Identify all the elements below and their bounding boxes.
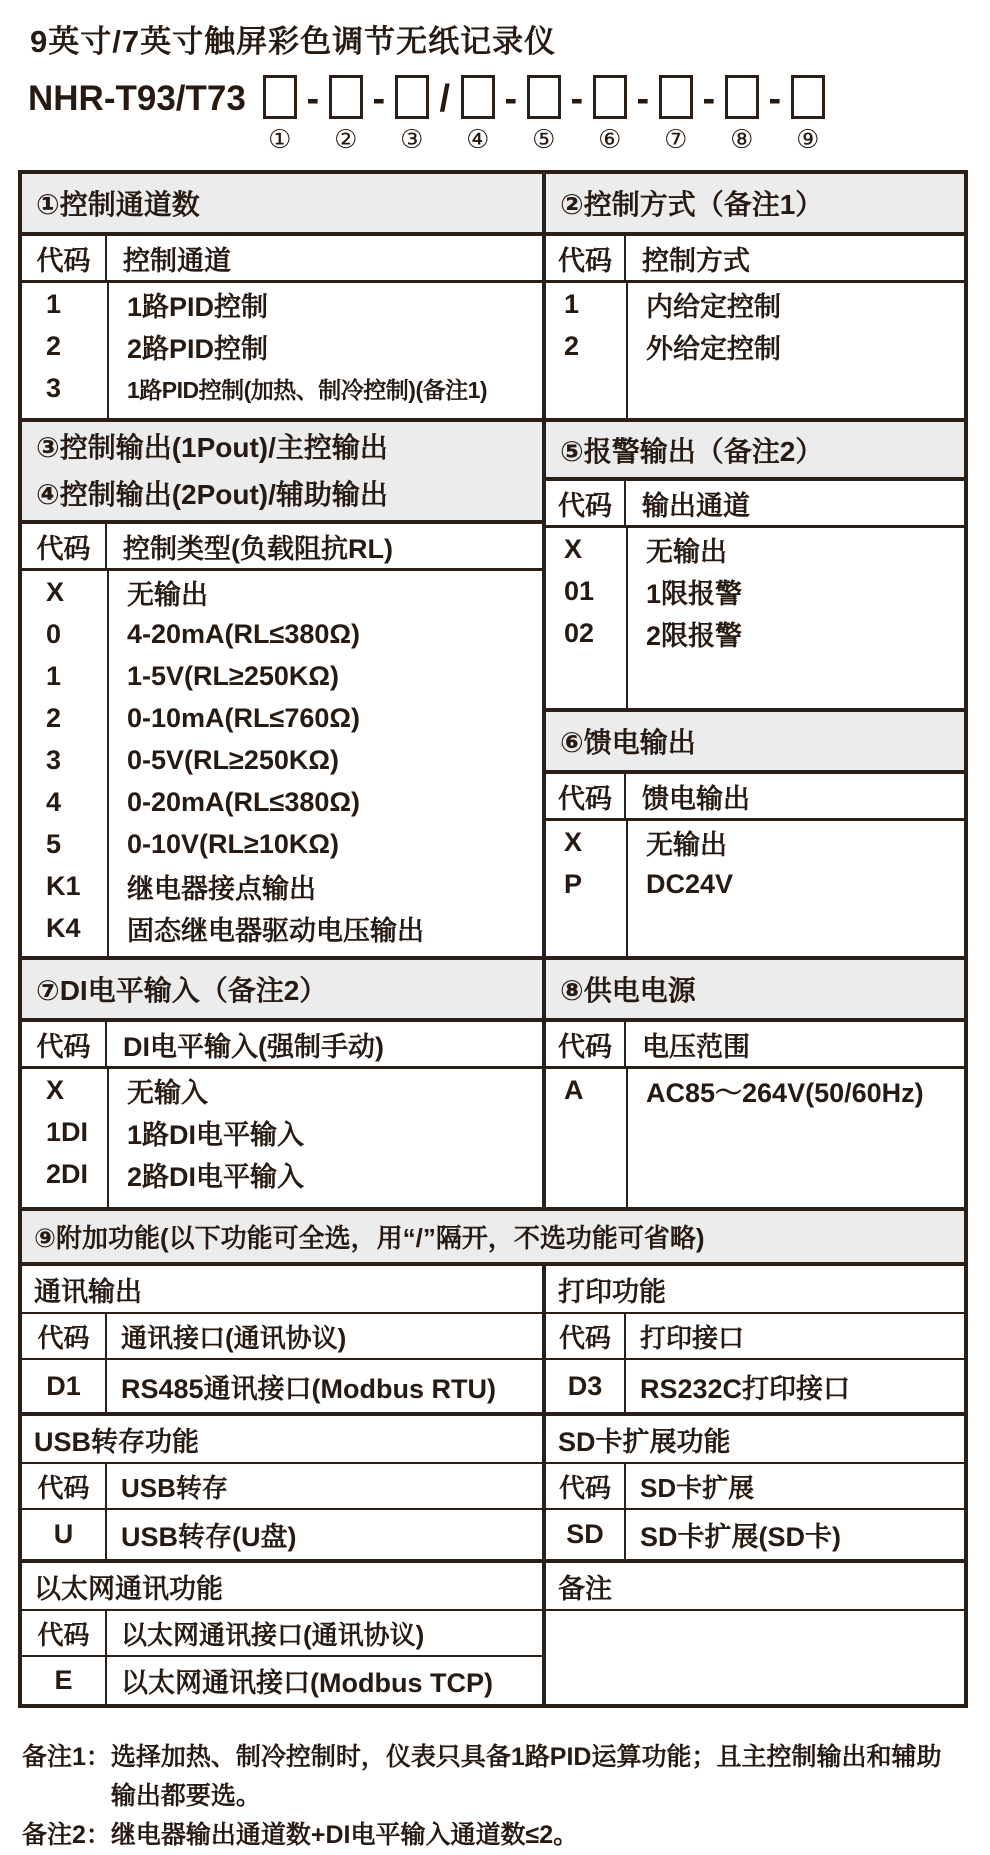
desc-cell: 无输出 [646,829,727,860]
code-cell: 1DI [46,1116,89,1147]
desc-cell: 1路PID控制 [127,291,269,322]
footnote-text: 继电器输出通道数+DI电平输入通道数≤2。 [110,1821,579,1849]
column-header-desc: 控制方式 [642,245,750,276]
block-sd-card [546,1416,964,1563]
code-cell: 4 [46,786,62,817]
model-slot [788,75,828,153]
desc-cell: 无输入 [127,1077,208,1108]
slot-separator: - [702,77,716,120]
desc-cell: 无输出 [646,536,727,567]
block-title: 备注 [546,1563,964,1611]
code-cell: 1 [46,660,62,691]
desc-cell: 1-5V(RL≥250KΩ) [127,660,340,691]
column-header-code: 代码 [22,1464,107,1508]
section-rows [546,821,964,956]
desc-cell: 2路DI电平输入 [127,1161,305,1192]
slot-separator: - [504,77,518,120]
code-cell: 3 [46,744,62,775]
column-header-code: 代码 [22,1022,107,1066]
model-code-box [395,75,429,119]
model-slot [458,75,498,153]
code-cell: 5 [46,828,62,859]
section-header: ①控制通道数 [22,174,542,236]
footnote [22,1816,950,1855]
desc-cell: 无输出 [127,579,208,610]
block-ethernet [22,1563,542,1704]
column-header-desc: 控制类型(负载阻抗RL) [123,533,393,564]
table-row [546,1360,964,1412]
code-cell: 1 [564,288,580,319]
section-di-input [22,960,542,1207]
footnotes [22,1738,950,1855]
code-cell: 01 [564,575,595,606]
column-header-code: 代码 [22,1611,107,1655]
section-control-mode [546,174,964,422]
section-header-line2: ④控制输出(2Pout)/辅助输出 [36,479,388,510]
section-header: ⑦DI电平输入（备注2） [22,960,542,1022]
column-header-desc: USB转存 [121,1472,228,1503]
column-header-code: 代码 [22,236,107,280]
desc-cell: 外给定控制 [646,333,781,364]
block-print-function [546,1266,964,1416]
section-rows [22,571,542,956]
desc-cell: 2限报警 [646,620,743,651]
model-slot [656,75,696,153]
desc-cell: 4-20mA(RL≤380Ω) [127,618,361,649]
model-code-box [593,75,627,119]
footnote-label: 备注2： [22,1821,111,1849]
slot-separator: / [439,77,451,120]
column-header-desc: 输出通道 [642,490,750,521]
section-header: ⑤报警输出（备注2） [546,422,964,481]
slot-separator: - [570,77,584,120]
desc-cell: 0-5V(RL≥250KΩ) [127,744,340,775]
block-title: 以太网通讯功能 [22,1563,542,1611]
code-cell: 2 [46,330,62,361]
slot-number: ⑦ [664,124,688,154]
block-title: SD卡扩展功能 [546,1416,964,1464]
model-code-box [263,75,297,119]
code-cell: K1 [46,870,81,901]
code-cell: SD [546,1510,626,1559]
slot-number: ⑤ [532,124,556,154]
section-transmitter-power [546,712,964,960]
code-cell: 3 [46,372,62,403]
column-header-desc: 打印接口 [640,1322,745,1353]
desc-cell: 0-10mA(RL≤760Ω) [127,702,361,733]
table-row [22,1510,542,1559]
desc-cell: RS485通讯接口(Modbus RTU) [121,1373,497,1404]
section-header [22,422,542,524]
column-header-code: 代码 [22,524,107,568]
section-rows [546,283,964,418]
column-header-code: 代码 [546,774,626,818]
column-header-desc: 电压范围 [642,1031,750,1062]
footnote-label: 备注1： [22,1743,111,1771]
section-alarm-output [546,422,964,712]
section-header: ⑥馈电输出 [546,712,964,774]
block-remark [546,1563,964,1704]
code-cell: X [46,576,65,607]
model-slot [392,75,432,153]
model-code-box [659,75,693,119]
section-control-outputs [22,422,542,960]
desc-cell: DC24V [646,868,734,899]
desc-cell: 0-10V(RL≥10KΩ) [127,828,340,859]
section-rows [22,283,542,418]
code-cell: 02 [564,617,595,648]
code-cell: 2DI [46,1158,89,1189]
column-header-code: 代码 [546,1314,626,1358]
code-cell: 2 [564,330,580,361]
column-header-desc: 馈电输出 [642,783,750,814]
section-header: ⑧供电电源 [546,960,964,1022]
slot-separator: - [306,77,320,120]
slot-number: ③ [400,124,424,154]
table-row [546,1510,964,1559]
code-cell: A [564,1074,584,1105]
section-control-channels [22,174,542,422]
column-header-desc: 控制通道 [123,245,231,276]
desc-cell: 内给定控制 [646,291,781,322]
code-cell: X [564,826,583,857]
code-cell: X [564,533,583,564]
section-header-line1: ③控制输出(1Pout)/主控输出 [36,432,388,463]
footnote [22,1738,950,1816]
code-cell: 0 [46,618,62,649]
slot-separator: - [372,77,386,120]
desc-cell: 以太网通讯接口(Modbus TCP) [121,1668,493,1698]
code-cell: D3 [546,1360,626,1412]
slot-number: ⑥ [598,124,622,154]
model-code-box [791,75,825,119]
table-row [22,1360,542,1412]
block-title: 打印功能 [546,1266,964,1314]
block-usb-transfer [22,1416,542,1563]
column-header-desc: 通讯接口(通讯协议) [121,1322,347,1353]
section-additional-functions-header: ⑨附加功能(以下功能可全选，用“/”隔开，不选功能可省略) [22,1207,964,1266]
desc-cell: AC85～264V(50/60Hz) [646,1077,924,1108]
code-cell: K4 [46,912,81,943]
block-communication-output [22,1266,542,1416]
column-header-desc: SD卡扩展 [640,1472,755,1503]
model-code-box [725,75,759,119]
block-title: USB转存功能 [22,1416,542,1464]
footnote-text: 选择加热、制冷控制时，仪表只具备1路PID运算功能；且主控制输出和辅助输出都要选。 [110,1743,942,1810]
desc-cell: 1限报警 [646,578,743,609]
model-slot [722,75,762,153]
slot-number: ④ [466,124,490,154]
column-header-code: 代码 [546,1464,626,1508]
remark-empty-cell [546,1611,964,1704]
block-title: 通讯输出 [22,1266,542,1314]
column-header-desc: DI电平输入(强制手动) [123,1031,384,1062]
column-header-code: 代码 [22,1314,107,1358]
model-prefix: NHR-T93/T73 [28,79,246,118]
code-cell: X [46,1074,65,1105]
section-rows [546,1069,964,1207]
code-cell: E [22,1657,107,1704]
desc-cell: 固态继电器驱动电压输出 [127,915,424,946]
column-header-desc: 以太网通讯接口(通讯协议) [121,1619,425,1650]
section-rows [546,528,964,708]
code-cell: D1 [22,1360,107,1412]
model-code-box [461,75,495,119]
code-cell: U [22,1510,107,1559]
desc-cell: 1路DI电平输入 [127,1119,305,1150]
model-slot [590,75,630,153]
model-slot [524,75,564,153]
desc-cell: USB转存(U盘) [121,1522,297,1552]
column-header-code: 代码 [546,481,626,525]
ordering-code-table [18,170,968,1708]
section-header: ②控制方式（备注1） [546,174,964,236]
model-slot [260,75,300,153]
slot-number: ① [268,124,292,154]
slot-separator: - [636,77,650,120]
page-title: 9英寸/7英寸触屏彩色调节无纸记录仪 [30,24,557,59]
code-cell: 1 [46,288,62,319]
slot-separator: - [768,77,782,120]
slot-number: ⑧ [730,124,754,154]
desc-cell: 0-20mA(RL≤380Ω) [127,786,361,817]
model-slot [326,75,366,153]
desc-cell: RS232C打印接口 [640,1373,851,1404]
model-code-box [527,75,561,119]
desc-cell: SD卡扩展(SD卡) [640,1522,841,1552]
code-cell: P [564,868,583,899]
code-cell: 2 [46,702,62,733]
section-rows [22,1069,542,1207]
model-code-box [329,75,363,119]
table-row [22,1657,542,1704]
section-power-supply [546,960,964,1207]
column-header-code: 代码 [546,236,626,280]
slot-number: ② [334,124,358,154]
column-header-code: 代码 [546,1022,626,1066]
desc-cell: 继电器接点输出 [127,873,316,904]
desc-cell: 1路PID控制(加热、制冷控制)(备注1) [127,376,488,403]
desc-cell: 2路PID控制 [127,333,269,364]
model-code-line [28,75,990,153]
slot-number: ⑨ [796,124,820,154]
